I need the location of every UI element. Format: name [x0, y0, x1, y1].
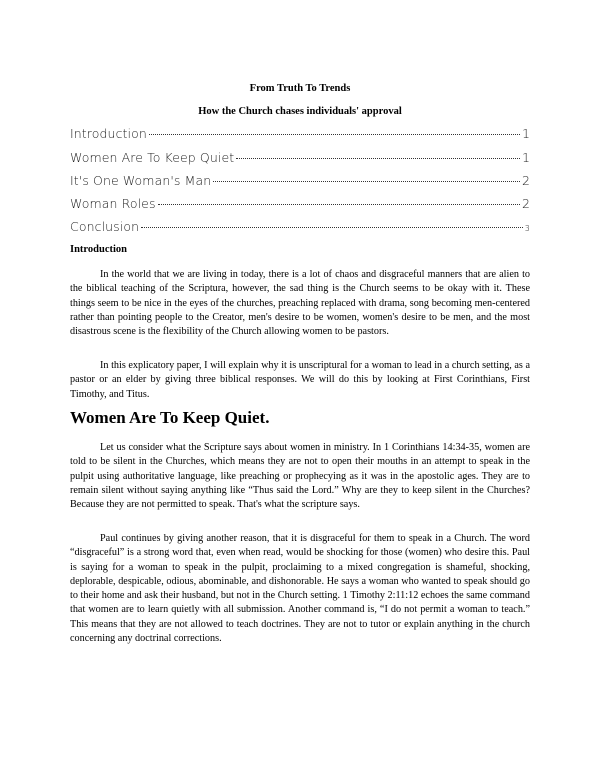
document-title: From Truth To Trends: [249, 83, 351, 94]
toc-leader: [141, 227, 523, 228]
introduction-paragraph: In the world that we are living in today, there is a lot of chaos and disgraceful manners that are alien to the biblical teaching of the Scriptura, however, the sad thing is the Church seems to be okay with it. These things seem to be nice in the eyes of the churches, preaching replaced with drama, song becoming men-centered rather than pointing people to the Creator, men's desire to be women, women's desire to be men, and the most disastrous scene is the flexibility of the Church allowing women to be pastors.: [70, 269, 530, 338]
toc-leader: [213, 181, 520, 182]
document-subtitle: How the Church chases individuals' approval: [198, 106, 402, 117]
toc-entry-women-keep-quiet[interactable]: [70, 150, 530, 165]
section-paragraph: Let us consider what the Scripture says about women in ministry. In 1 Corinthians 14:34-35, women are told to be silent in the Churches, which means they are not to open their mouths in an attempt to speak in the pulpit using authoritative language, like preaching or prophecying as it was in the apostolic ages. They are to remain silent without saying anything like “Thus said the Lord.” Why are they to keep silent in the Churches? Because they are not permitted to speak. That's what the scripture says.: [70, 442, 530, 511]
introduction-heading: Introduction: [70, 244, 127, 255]
toc-label: Introduction: [70, 126, 147, 141]
toc-label: Conclusion: [70, 219, 140, 234]
toc-leader: [236, 158, 520, 159]
toc-label: Women Are To Keep Quiet: [70, 150, 235, 165]
toc-page-number: 2: [521, 196, 530, 211]
toc-leader: [158, 204, 520, 205]
toc-page-number: 1: [521, 126, 530, 141]
toc-label: It's One Woman's Man: [70, 173, 212, 188]
toc-leader: [149, 134, 520, 135]
toc-page-number: 3: [524, 224, 530, 233]
toc-page-number: 2: [521, 173, 530, 188]
toc-entry-woman-roles[interactable]: [70, 196, 530, 211]
introduction-paragraph: In this explicatory paper, I will explain why it is unscriptural for a woman to lead in a church setting, as a pastor or an elder by giving three biblical responses. We will do this by looking at First Corinthians, First Timothy, and Titus.: [70, 360, 530, 400]
toc-entry-introduction[interactable]: [70, 126, 530, 141]
section-paragraph: Paul continues by giving another reason, that it is disgraceful for them to speak in a Church. The word “disgraceful” is a strong word that, even when read, would be shocking for those (women) who desire this. Paul is saying for a woman to speak in the pulpit, proclaiming to a mixed congregation is shameful, shocking, deplorable, despicable, odious, abominable, and dishonorable. He says a woman who wanted to speak should go to their home and ask their husband, but not in the Church setting. 1 Timothy 2:11:12 echoes the same command that women are to learn quietly with all submission. Another command is, “I do not permit a woman to teach.” This means that they are not allowed to teach doctrines. They are not to tutor or explain anything in the church concerning any doctrinal corrections.: [70, 533, 530, 645]
toc-label: Woman Roles: [70, 196, 156, 211]
section-heading: Women Are To Keep Quiet.: [70, 408, 270, 427]
toc-entry-conclusion[interactable]: [70, 219, 530, 234]
toc-entry-one-womans-man[interactable]: [70, 173, 530, 188]
toc-page-number: 1: [521, 150, 530, 165]
